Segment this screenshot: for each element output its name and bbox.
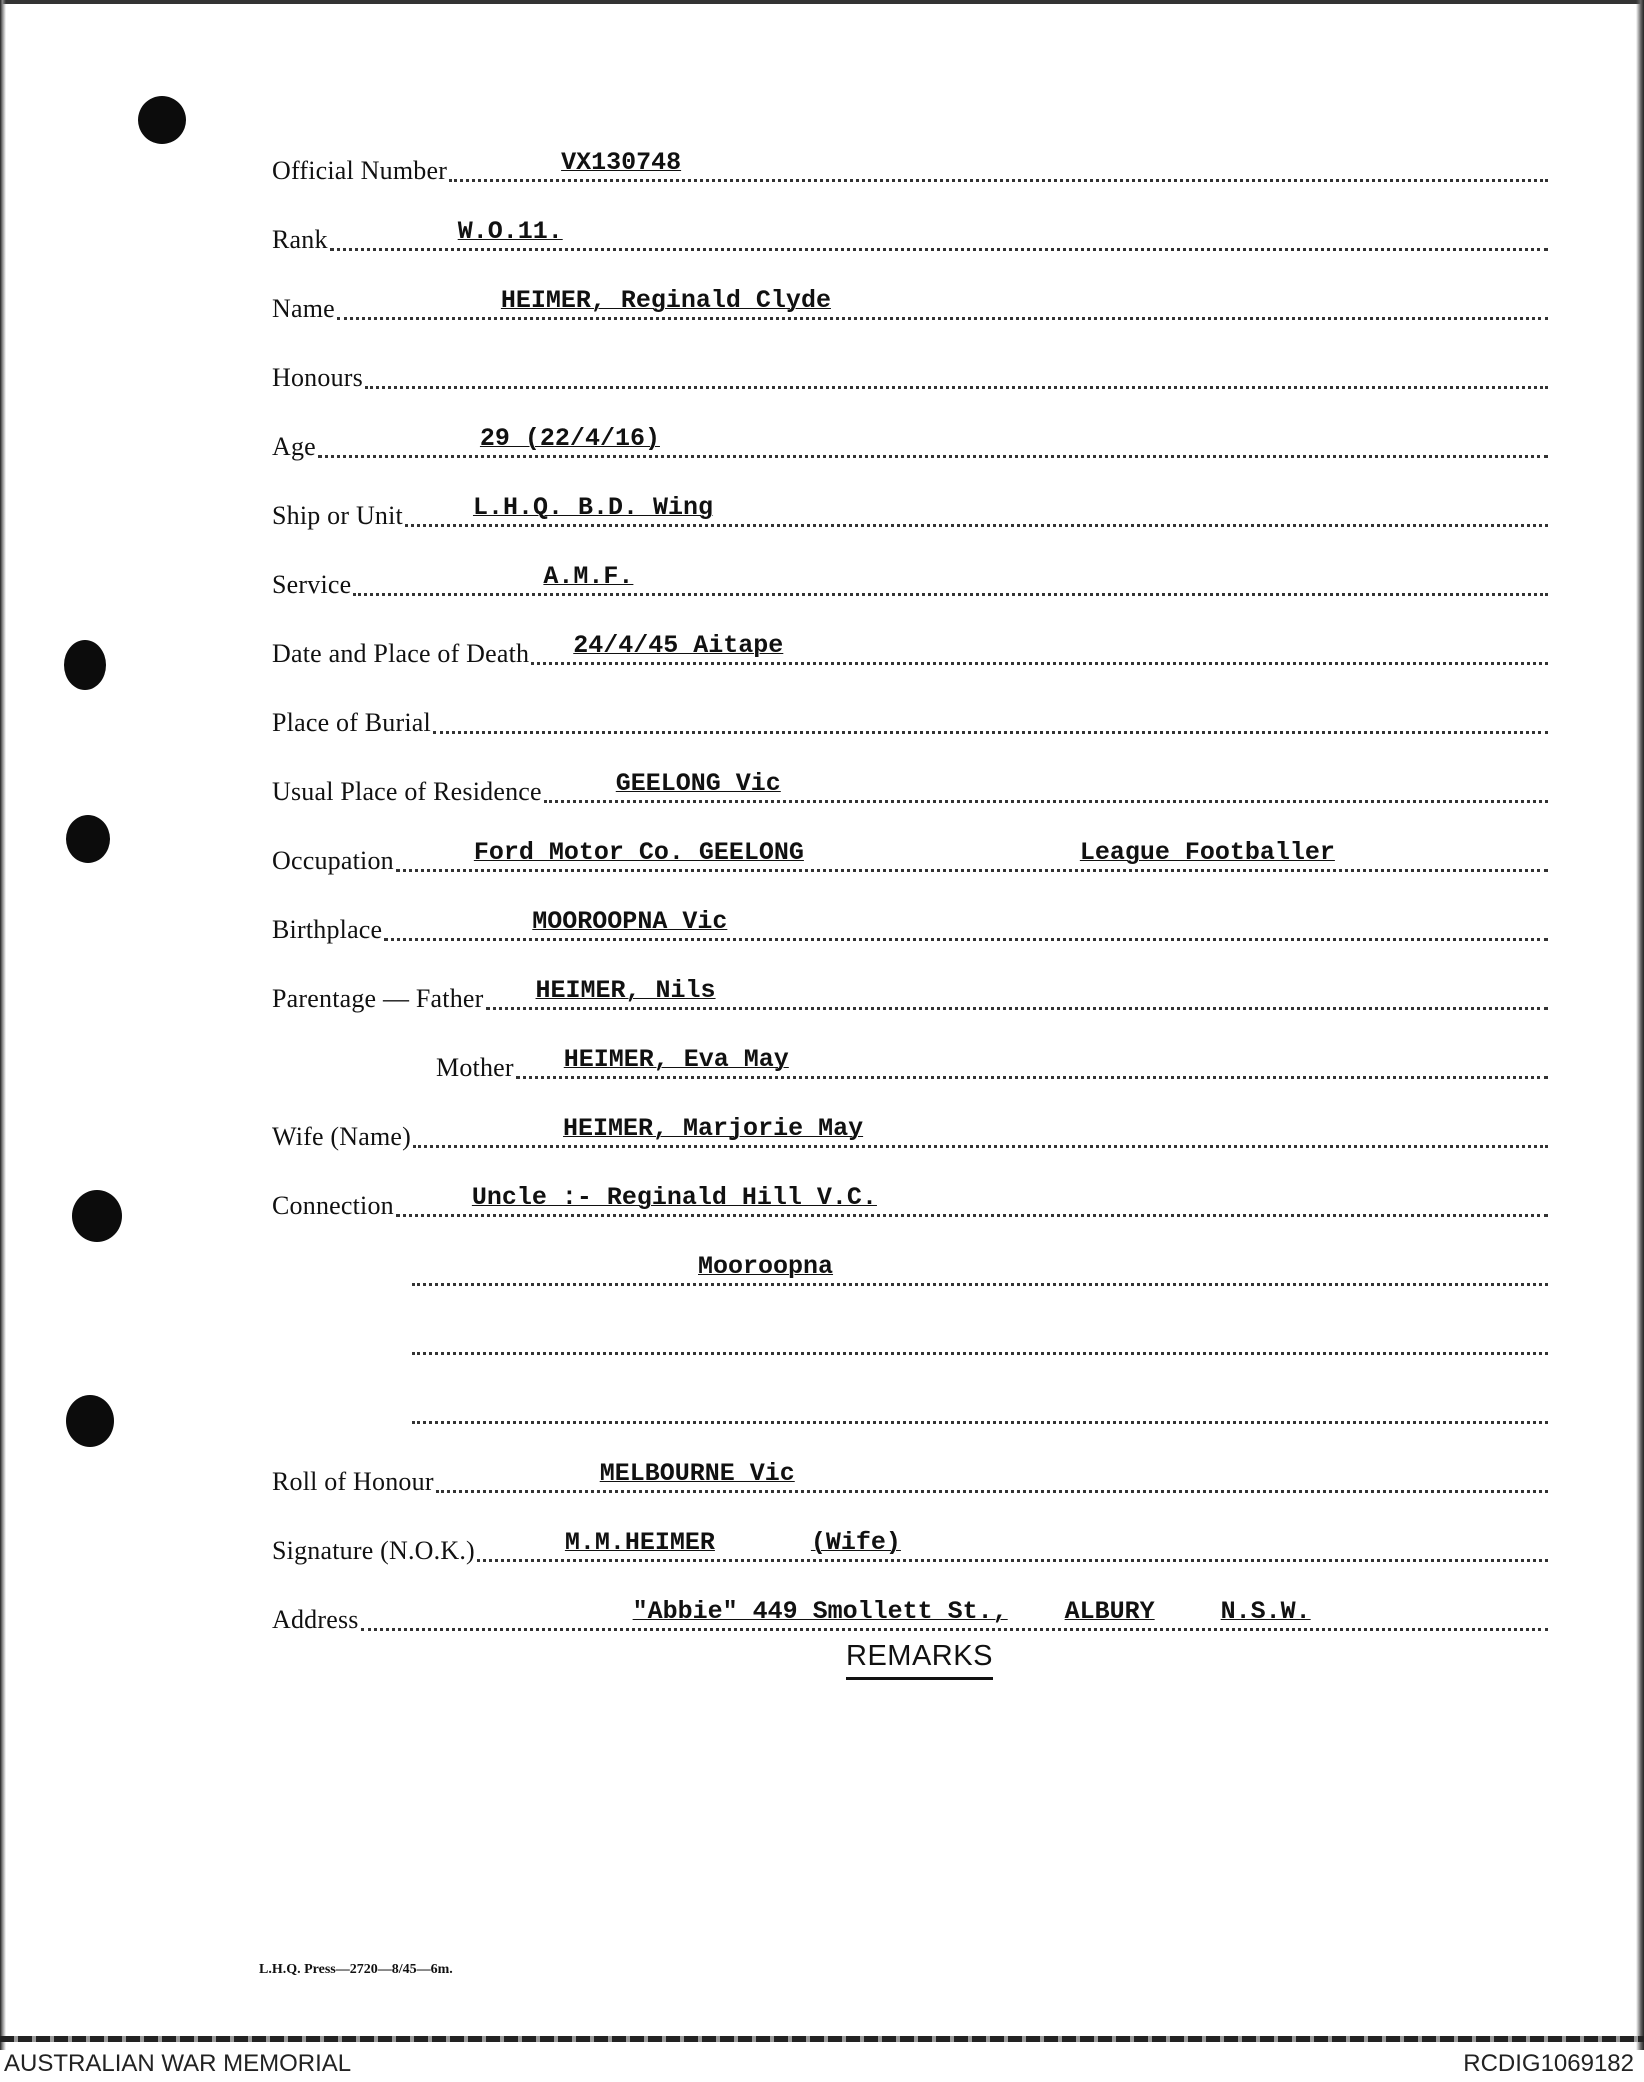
field-label: Honours xyxy=(272,363,363,392)
dotted-line xyxy=(396,1162,1548,1217)
field-value: HEIMER, Nils xyxy=(535,976,716,1005)
field-date-place-of-death xyxy=(272,617,1548,669)
remarks-heading: REMARKS xyxy=(846,1640,993,1680)
field-label: Parentage — Father xyxy=(272,984,484,1013)
field-value-secondary: (Wife) xyxy=(810,1528,901,1557)
field-label: Ship or Unit xyxy=(272,501,403,530)
field-address xyxy=(272,1583,1548,1635)
field-label: Date and Place of Death xyxy=(272,639,530,668)
field-value: W.O.11. xyxy=(457,217,563,246)
field-value: A.M.F. xyxy=(543,562,634,591)
dotted-line xyxy=(436,1438,1548,1493)
punch-hole-lower-1 xyxy=(72,1190,122,1242)
field-value: 24/4/45 Aitape xyxy=(573,631,784,660)
dotted-line xyxy=(361,1576,1548,1631)
field-label: Roll of Honour xyxy=(272,1467,434,1496)
scan-footer-border xyxy=(0,2036,1644,2042)
field-label: Usual Place of Residence xyxy=(272,777,542,806)
field-signature-nok xyxy=(272,1514,1548,1566)
field-rank xyxy=(272,203,1548,255)
field-value: Mooroopna xyxy=(698,1252,834,1281)
dotted-line xyxy=(531,610,1548,665)
field-value: MELBOURNE Vic xyxy=(599,1459,795,1488)
field-value: GEELONG Vic xyxy=(615,769,781,798)
field-label: Address xyxy=(272,1605,359,1634)
dotted-line xyxy=(318,403,1548,458)
field-value: M.M.HEIMER xyxy=(564,1528,715,1557)
field-value: 29 (22/4/16) xyxy=(479,424,660,453)
footer-institution: AUSTRALIAN WAR MEMORIAL xyxy=(4,2050,352,2077)
field-label: Service xyxy=(272,570,352,599)
field-name xyxy=(272,272,1548,324)
dotted-line xyxy=(405,472,1548,527)
field-connection-line-4 xyxy=(410,1376,1548,1428)
field-label: Place of Burial xyxy=(272,708,431,737)
field-label: Name xyxy=(272,294,335,323)
field-value: "Abbie" 449 Smollett St., xyxy=(632,1597,1008,1626)
field-label: Signature (N.O.K.) xyxy=(272,1536,475,1565)
field-mother xyxy=(436,1031,1548,1083)
dotted-line xyxy=(412,1300,1548,1355)
dotted-line xyxy=(353,541,1548,596)
field-connection-line-2 xyxy=(410,1238,1548,1290)
dotted-line xyxy=(396,817,1548,872)
dotted-line xyxy=(412,1369,1548,1424)
dotted-line xyxy=(337,265,1548,320)
field-label: Official Number xyxy=(272,156,448,185)
field-value-tertiary: N.S.W. xyxy=(1220,1597,1311,1626)
field-value: HEIMER, Eva May xyxy=(563,1045,789,1074)
field-place-of-burial xyxy=(272,686,1548,738)
field-honours xyxy=(272,341,1548,393)
dotted-line xyxy=(486,955,1548,1010)
field-value: Ford Motor Co. GEELONG xyxy=(473,838,804,867)
press-note: L.H.Q. Press—2720—8/45—6m. xyxy=(259,1962,453,1977)
page-edge-right xyxy=(1636,0,1644,2050)
field-value: L.H.Q. B.D. Wing xyxy=(472,493,714,522)
dotted-line xyxy=(449,127,1548,182)
field-age xyxy=(272,410,1548,462)
field-label: Wife (Name) xyxy=(272,1122,412,1151)
field-connection-line-3 xyxy=(410,1307,1548,1359)
punch-hole-middle-1 xyxy=(64,640,106,690)
field-label: Rank xyxy=(272,225,328,254)
field-label: Occupation xyxy=(272,846,394,875)
field-value: Uncle :- Reginald Hill V.C. xyxy=(471,1183,877,1212)
field-usual-residence xyxy=(272,755,1548,807)
field-connection xyxy=(272,1169,1548,1221)
page-edge-left xyxy=(0,0,6,2050)
field-roll-of-honour xyxy=(272,1445,1548,1497)
field-service xyxy=(272,548,1548,600)
dotted-line xyxy=(384,886,1548,941)
dotted-line xyxy=(477,1507,1548,1562)
page-edge-top xyxy=(0,0,1644,4)
field-label: Age xyxy=(272,432,316,461)
dotted-line xyxy=(330,196,1548,251)
field-value: VX130748 xyxy=(561,148,682,177)
dotted-line xyxy=(516,1024,1548,1079)
field-father xyxy=(272,962,1548,1014)
field-official-number xyxy=(272,134,1548,186)
field-occupation xyxy=(272,824,1548,876)
field-wife-name xyxy=(272,1100,1548,1152)
dotted-line xyxy=(544,748,1548,803)
field-value: MOOROOPNA Vic xyxy=(532,907,728,936)
punch-hole-top xyxy=(138,96,186,144)
dotted-line xyxy=(412,1231,1548,1286)
dotted-line xyxy=(365,334,1548,389)
punch-hole-middle-2 xyxy=(66,815,110,863)
field-value: HEIMER, Marjorie May xyxy=(563,1114,864,1143)
field-label: Mother xyxy=(436,1053,514,1082)
field-label: Connection xyxy=(272,1191,394,1220)
field-value: HEIMER, Reginald Clyde xyxy=(500,286,831,315)
dotted-line xyxy=(433,679,1548,734)
punch-hole-lower-2 xyxy=(66,1395,114,1447)
field-value-secondary: ALBURY xyxy=(1064,1597,1155,1626)
field-ship-or-unit xyxy=(272,479,1548,531)
footer-record-id: RCDIG1069182 xyxy=(1463,2050,1634,2077)
dotted-line xyxy=(413,1093,1548,1148)
field-label: Birthplace xyxy=(272,915,383,944)
field-birthplace xyxy=(272,893,1548,945)
field-value-secondary: League Footballer xyxy=(1079,838,1335,867)
